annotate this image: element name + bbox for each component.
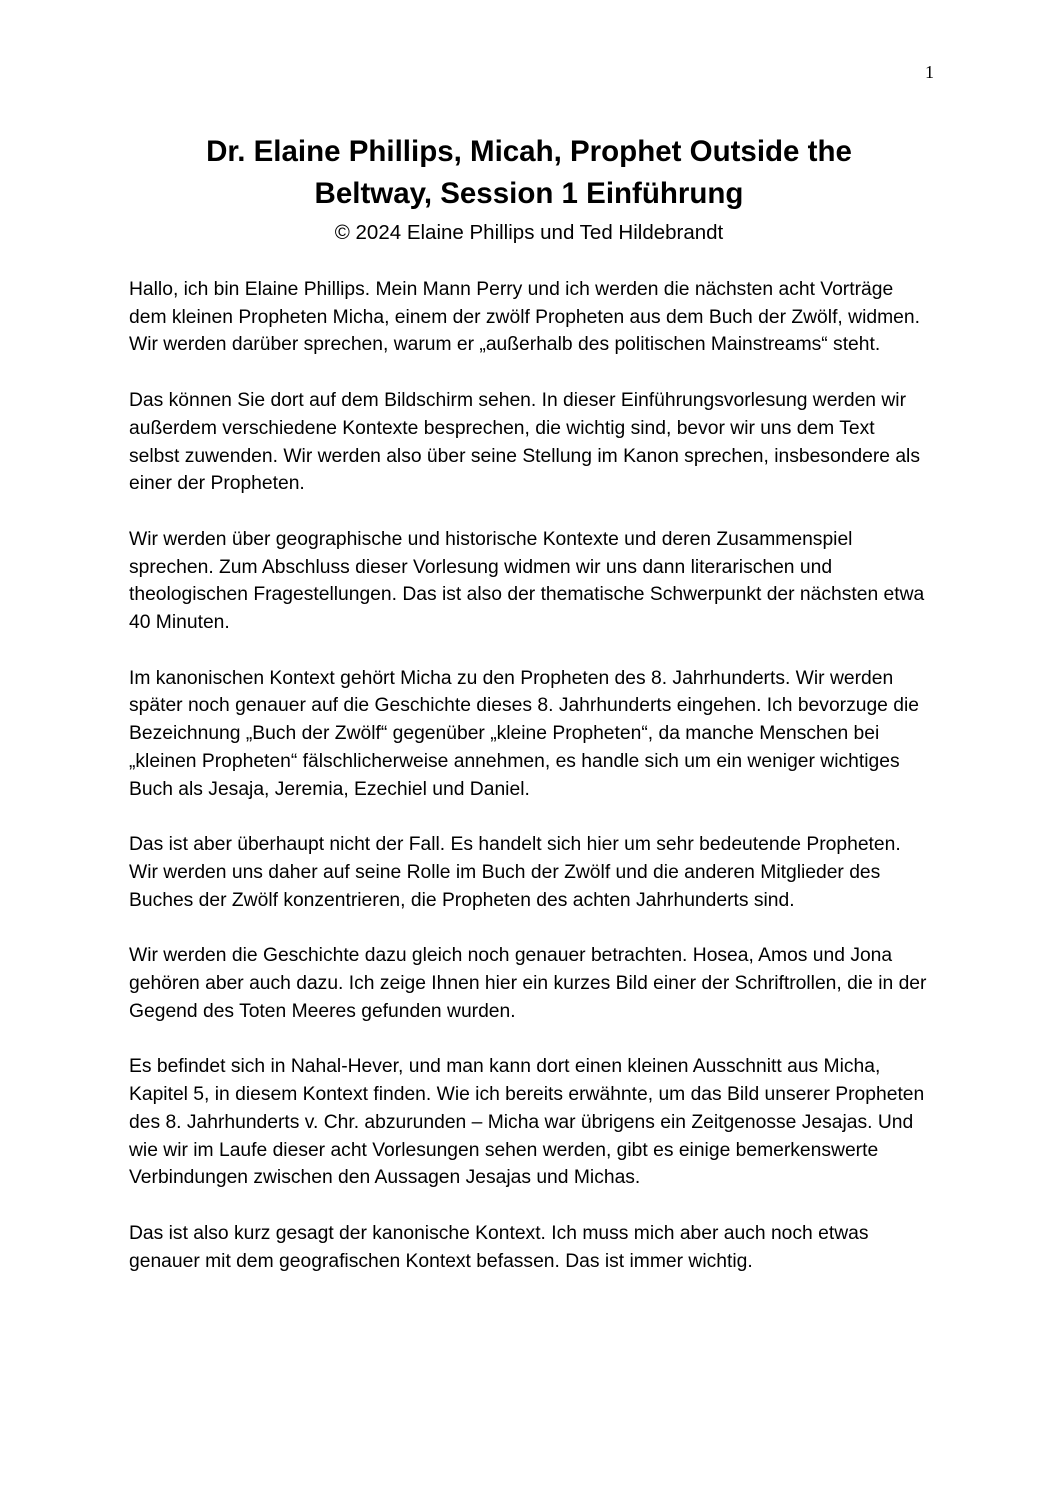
paragraph: Das ist also kurz gesagt der kanonische Kontext. Ich muss mich aber auch noch etwas genauer mit dem geografischen Kontext befassen. Das ist immer wichtig. <box>129 1222 869 1272</box>
paragraph: Das ist aber überhaupt nicht der Fall. Es handelt sich hier um sehr bedeutende Propheten. Wir werden uns daher auf seine Rolle im Buch der Zwölf und die anderen Mitglieder des Buches der Zwölf konzentrieren, die Propheten des achten Jahrhunderts sind. <box>129 834 901 911</box>
paragraph: Wir werden über geographische und historische Kontexte und deren Zusammenspiel sprechen. Zum Abschluss dieser Vorlesung widmen wir uns dann literarischen und theologischen Fragestellungen. Das ist also der thematische Schwerpunkt der nächsten etwa 40 Minuten. <box>129 528 925 634</box>
paragraph: Es befindet sich in Nahal-Hever, und man kann dort einen kleinen Ausschnitt aus Micha, Kapitel 5, in diesem Kontext finden. Wie ich bereits erwähnte, um das Bild unserer Propheten des 8. Jahrhunderts v. Chr. abzurunden – Micha war übrigens ein Zeitgenosse Jesajas. Und wie wir im Laufe dieser acht Vorlesungen sehen werden, gibt es einige bemerkenswerte Verbindungen zwischen den Aussagen Jesajas und Michas. <box>129 1056 925 1189</box>
copyright-line: © 2024 Elaine Phillips und Ted Hildebrandt <box>334 221 724 244</box>
paragraph: Das können Sie dort auf dem Bildschirm sehen. In dieser Einführungsvorlesung werden wir außerdem verschiedene Kontexte besprechen, die wichtig sind, bevor wir uns dem Text selbst zuwenden. Wir werden also über seine Stellung im Kanon sprechen, insbesondere als einer der Propheten. <box>129 390 920 495</box>
paragraph: Wir werden die Geschichte dazu gleich noch genauer betrachten. Hosea, Amos und Jona gehören aber auch dazu. Ich zeige Ihnen hier ein kurzes Bild einer der Schriftrollen, die in der Gegend des Toten Meeres gefunden wurden. <box>129 945 927 1022</box>
title-line-1: Dr. Elaine Phillips, Micah, Prophet Outside the <box>206 135 852 168</box>
paragraph: Im kanonischen Kontext gehört Micha zu den Propheten des 8. Jahrhunderts. Wir werden später noch genauer auf die Geschichte dieses 8. Jahrhunderts eingehen. Ich bevorzuge die Bezeichnung „Buch der Zwölf“ gegenüber „kleine Propheten“, da manche Menschen bei „kleinen Propheten“ fälschlicherweise annehmen, es handle sich um ein weniger wichtiges Buch als Jesaja, Jeremia, Ezechiel und Daniel. <box>129 667 919 800</box>
page-number: 1 <box>925 62 934 82</box>
paragraph: Hallo, ich bin Elaine Phillips. Mein Mann Perry und ich werden die nächsten acht Vorträge dem kleinen Propheten Micha, einem der zwölf Propheten aus dem Buch der Zwölf, widmen. Wir werden darüber sprechen, warum er „außerhalb des politischen Mainstreams“ steht. <box>129 279 920 356</box>
document-title <box>129 131 929 215</box>
document-body <box>129 276 929 1303</box>
title-line-2: Beltway, Session 1 Einführung <box>314 177 744 210</box>
